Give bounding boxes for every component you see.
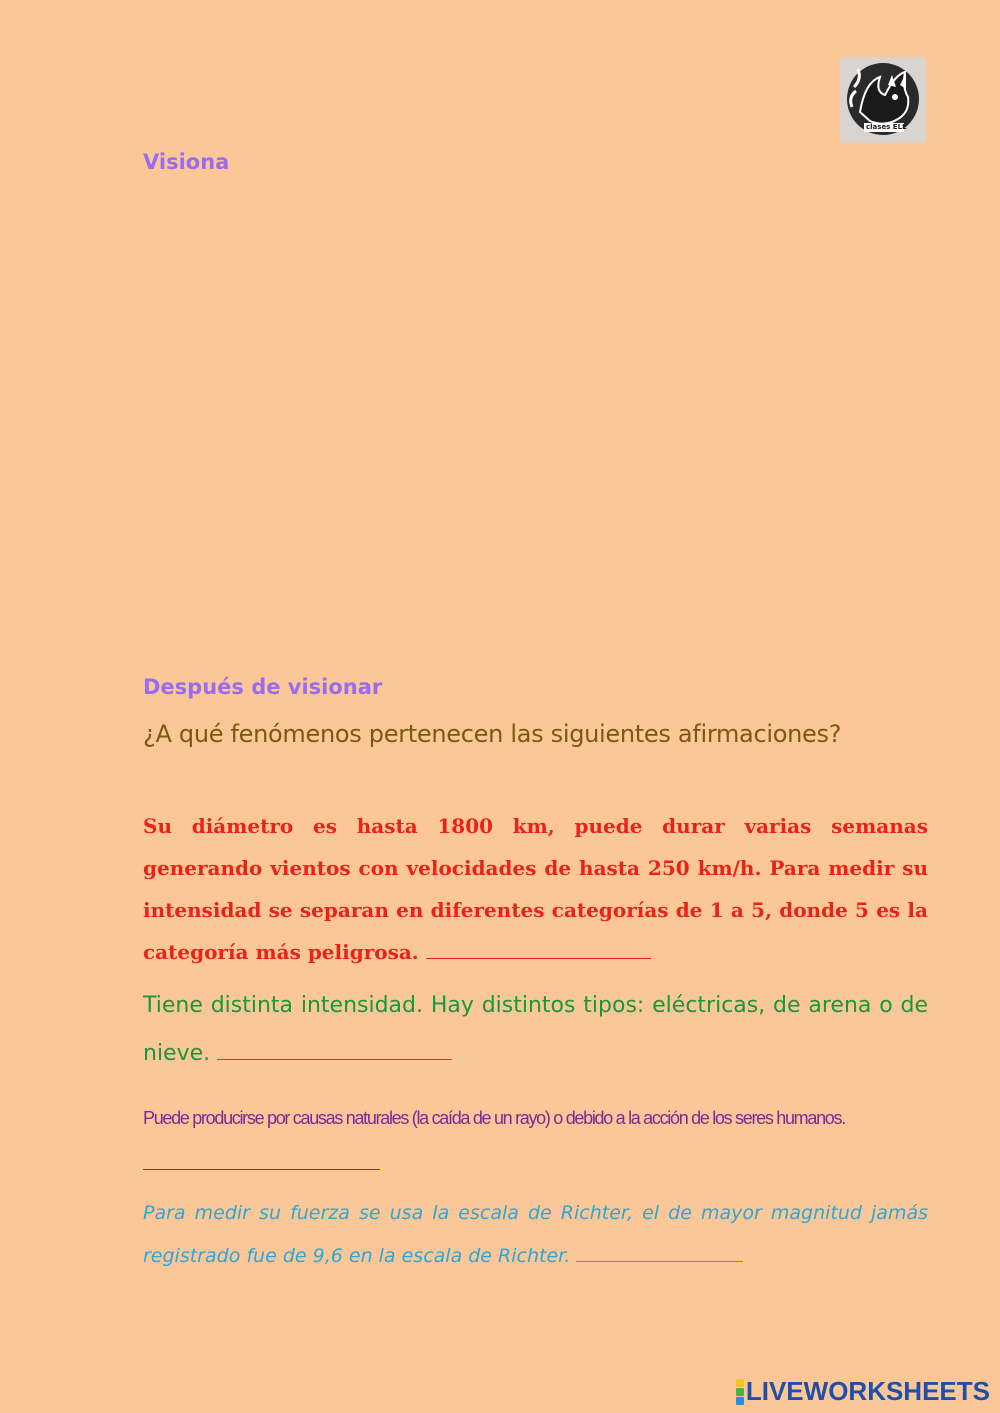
- statement-3-text: Puede producirse por causas naturales (la caída de un rayo) o debido a la acción de los seres humanos.: [143, 1108, 845, 1128]
- liveworksheets-logo-icon: [736, 1379, 744, 1405]
- answer-blank-4[interactable]: [576, 1242, 743, 1262]
- statement-3: [143, 1095, 928, 1187]
- liveworksheets-brand: [736, 1376, 990, 1407]
- brand-icon-block: [736, 1397, 744, 1405]
- section-heading-visiona: Visiona: [143, 150, 230, 174]
- answer-blank-3[interactable]: [143, 1151, 380, 1170]
- statement-1-text: Su diámetro es hasta 1800 km, puede durar varias semanas generando vientos con velocidades de hasta 250 km/h. Para medir su intensidad se separan en diferentes categorías de 1 a 5, donde 5 es la categoría más peligrosa.: [143, 814, 928, 964]
- statement-2-text: Tiene distinta intensidad. Hay distintos tipos: eléctricas, de arena o de nieve.: [143, 993, 928, 1066]
- answer-blank-1[interactable]: [426, 938, 651, 959]
- logo-text: clases ELE: [866, 123, 907, 131]
- statement-4: [143, 1192, 928, 1278]
- statement-4-text: Para medir su fuerza se usa la escala de Richter, el de mayor magnitud jamás registrado fue de 9,6 en la escala de Richter.: [143, 1202, 928, 1267]
- answer-blank-2[interactable]: [217, 1037, 452, 1060]
- brand-icon-block: [736, 1379, 744, 1387]
- brand-icon-block: [736, 1388, 744, 1396]
- clases-ele-logo: [840, 57, 926, 143]
- statement-1: [143, 805, 928, 973]
- question-title: ¿A qué fenómenos pertenecen las siguientes afirmaciones?: [143, 720, 842, 748]
- statement-2: [143, 982, 928, 1078]
- section-heading-despues: Después de visionar: [143, 675, 383, 699]
- brand-name: LIVEWORKSHEETS: [745, 1376, 990, 1406]
